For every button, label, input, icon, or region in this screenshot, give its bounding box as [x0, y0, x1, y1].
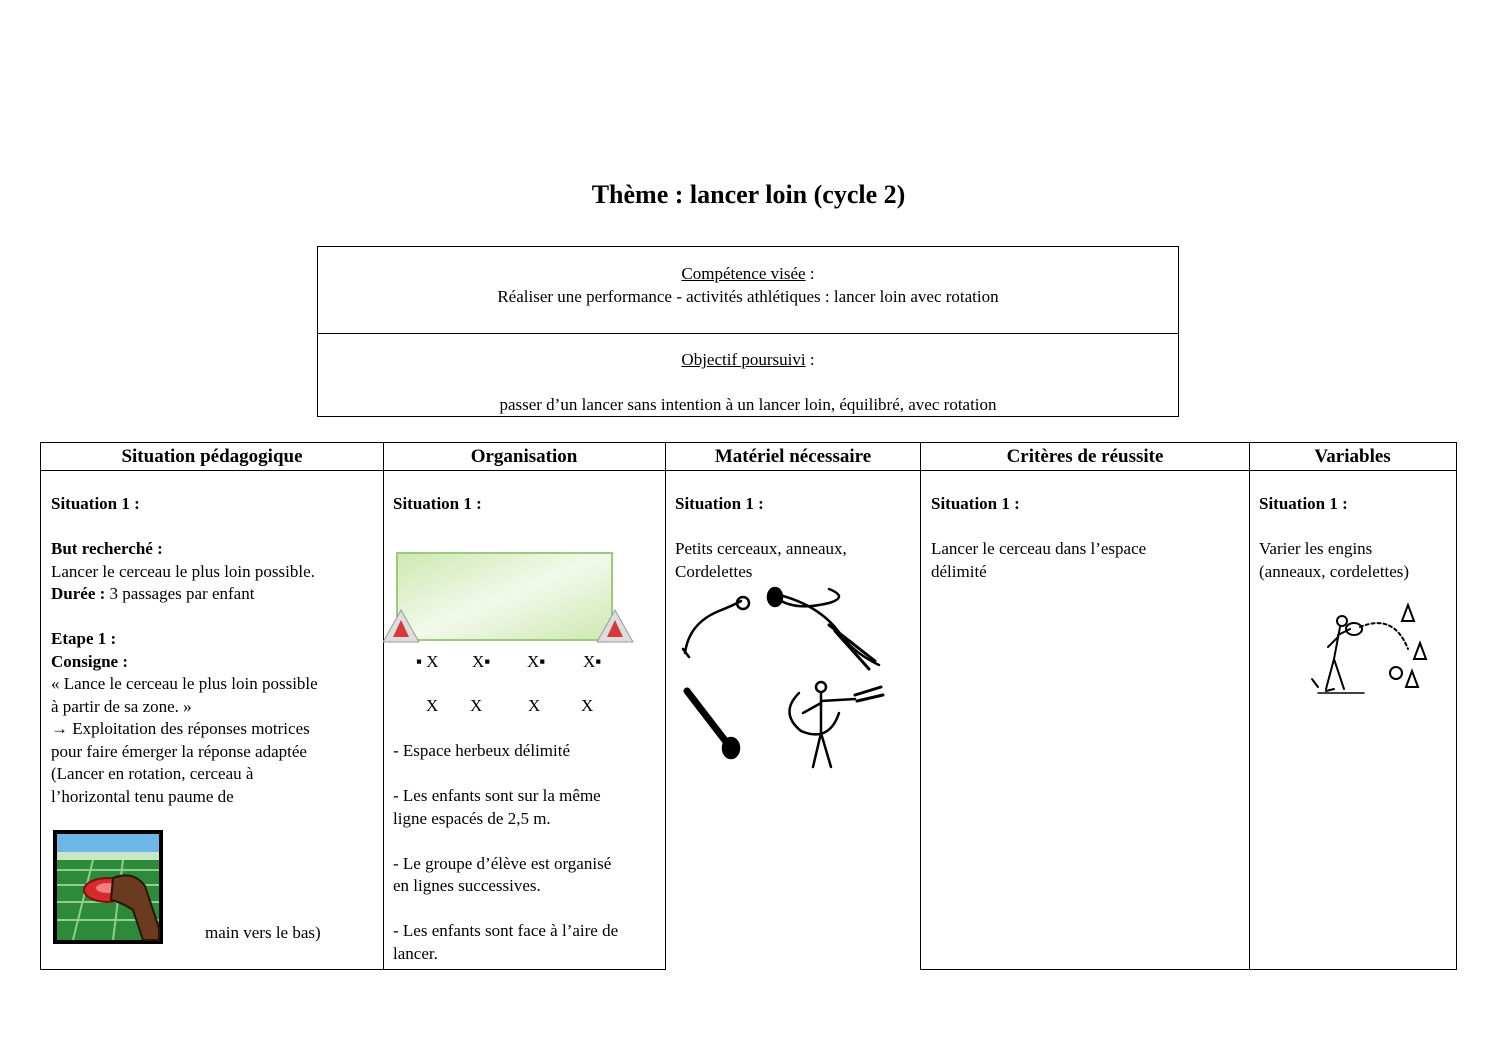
organisation-p1: - Espace herbeux délimité [393, 741, 571, 760]
organisation-p2-l2: ligne espacés de 2,5 m. [393, 809, 551, 828]
row1-pos3: X▪ [527, 652, 546, 671]
row2-pos4: X [581, 696, 594, 715]
variables-line-2: (anneaux, cordelettes) [1259, 562, 1410, 581]
column-organisation [383, 442, 666, 970]
discus-clipart-image [53, 830, 163, 944]
materiel-line-1: Petits cerceaux, anneaux, [675, 539, 847, 558]
exploitation-line-5: main vers le bas) [205, 923, 321, 942]
etape-label: Etape 1 : [51, 629, 117, 648]
organisation-heading: Situation 1 : [393, 494, 482, 513]
column-situation [40, 442, 384, 970]
organisation-p2-l1: - Les enfants sont sur la même [393, 786, 601, 805]
column-criteres [920, 442, 1250, 970]
column-materiel [665, 442, 921, 970]
header-materiel: Matériel nécessaire [665, 443, 921, 471]
consigne-label: Consigne : [51, 652, 128, 671]
exploitation-line-3: (Lancer en rotation, cerceau à [51, 764, 254, 783]
competence-section: Compétence visée : Réaliser une performance - activités athlétiques : lancer loin avec rotation [318, 247, 1178, 334]
variables-heading: Situation 1 : [1259, 494, 1348, 513]
throwing-area-diagram [383, 548, 638, 648]
exploitation-line-1: → Exploitation des réponses motrices [51, 719, 310, 738]
consigne-line-1: « Lance le cerceau le plus loin possible [51, 674, 318, 693]
page-title: Thème : lancer loin (cycle 2) [591, 180, 906, 209]
row2-pos2: X [470, 696, 483, 715]
objectives-box [317, 246, 1179, 417]
duree-line: Durée : 3 passages par enfant [51, 584, 255, 603]
objectif-text: passer d’un lancer sans intention à un lancer loin, équilibré, avec rotation [499, 395, 997, 414]
but-text: Lancer le cerceau le plus loin possible. [51, 562, 315, 581]
objectif-section: Objectif poursuivi : passer d’un lancer sans intention à un lancer loin, équilibré, avec rotation [318, 333, 1178, 418]
organisation-p4-l1: - Les enfants sont face à l’aire de [393, 921, 619, 940]
competence-label: Compétence visée [681, 264, 806, 283]
situation-heading: Situation 1 : [51, 494, 140, 513]
cone-throw-sketch [1304, 603, 1444, 703]
objectif-label: Objectif poursuivi [681, 350, 806, 369]
variables-line-1: Varier les engins [1259, 539, 1373, 558]
materiel-line-2: Cordelettes [675, 562, 753, 581]
throwing-gear-sketch [679, 583, 901, 773]
row1-pos4: X▪ [583, 652, 602, 671]
row1-pos1: ▪ X [416, 652, 439, 671]
header-variables: Variables [1249, 443, 1456, 471]
exploitation-line-4: l’horizontal tenu paume de [51, 787, 234, 806]
row2-pos1: X [426, 696, 439, 715]
criteres-line-2: délimité [931, 562, 987, 581]
header-organisation: Organisation [383, 443, 665, 471]
organisation-p3-l1: - Le groupe d’élève est organisé [393, 854, 612, 873]
row2-pos3: X [528, 696, 541, 715]
pedagogy-table [40, 442, 1457, 970]
criteres-heading: Situation 1 : [931, 494, 1020, 513]
organisation-p4-l2: lancer. [393, 944, 438, 963]
exploitation-line-2: pour faire émerger la réponse adaptée [51, 742, 307, 761]
header-criteres: Critères de réussite [921, 443, 1249, 471]
organisation-p3-l2: en lignes successives. [393, 876, 541, 895]
consigne-line-2: à partir de sa zone. » [51, 697, 192, 716]
materiel-heading: Situation 1 : [675, 494, 764, 513]
criteres-line-1: Lancer le cerceau dans l’espace [931, 539, 1147, 558]
row1-pos2: X▪ [472, 652, 491, 671]
but-label: But recherché : [51, 539, 163, 558]
column-variables [1249, 442, 1457, 970]
header-situation: Situation pédagogique [41, 443, 383, 471]
competence-text: Réaliser une performance - activités athlétiques : lancer loin avec rotation [497, 287, 999, 306]
